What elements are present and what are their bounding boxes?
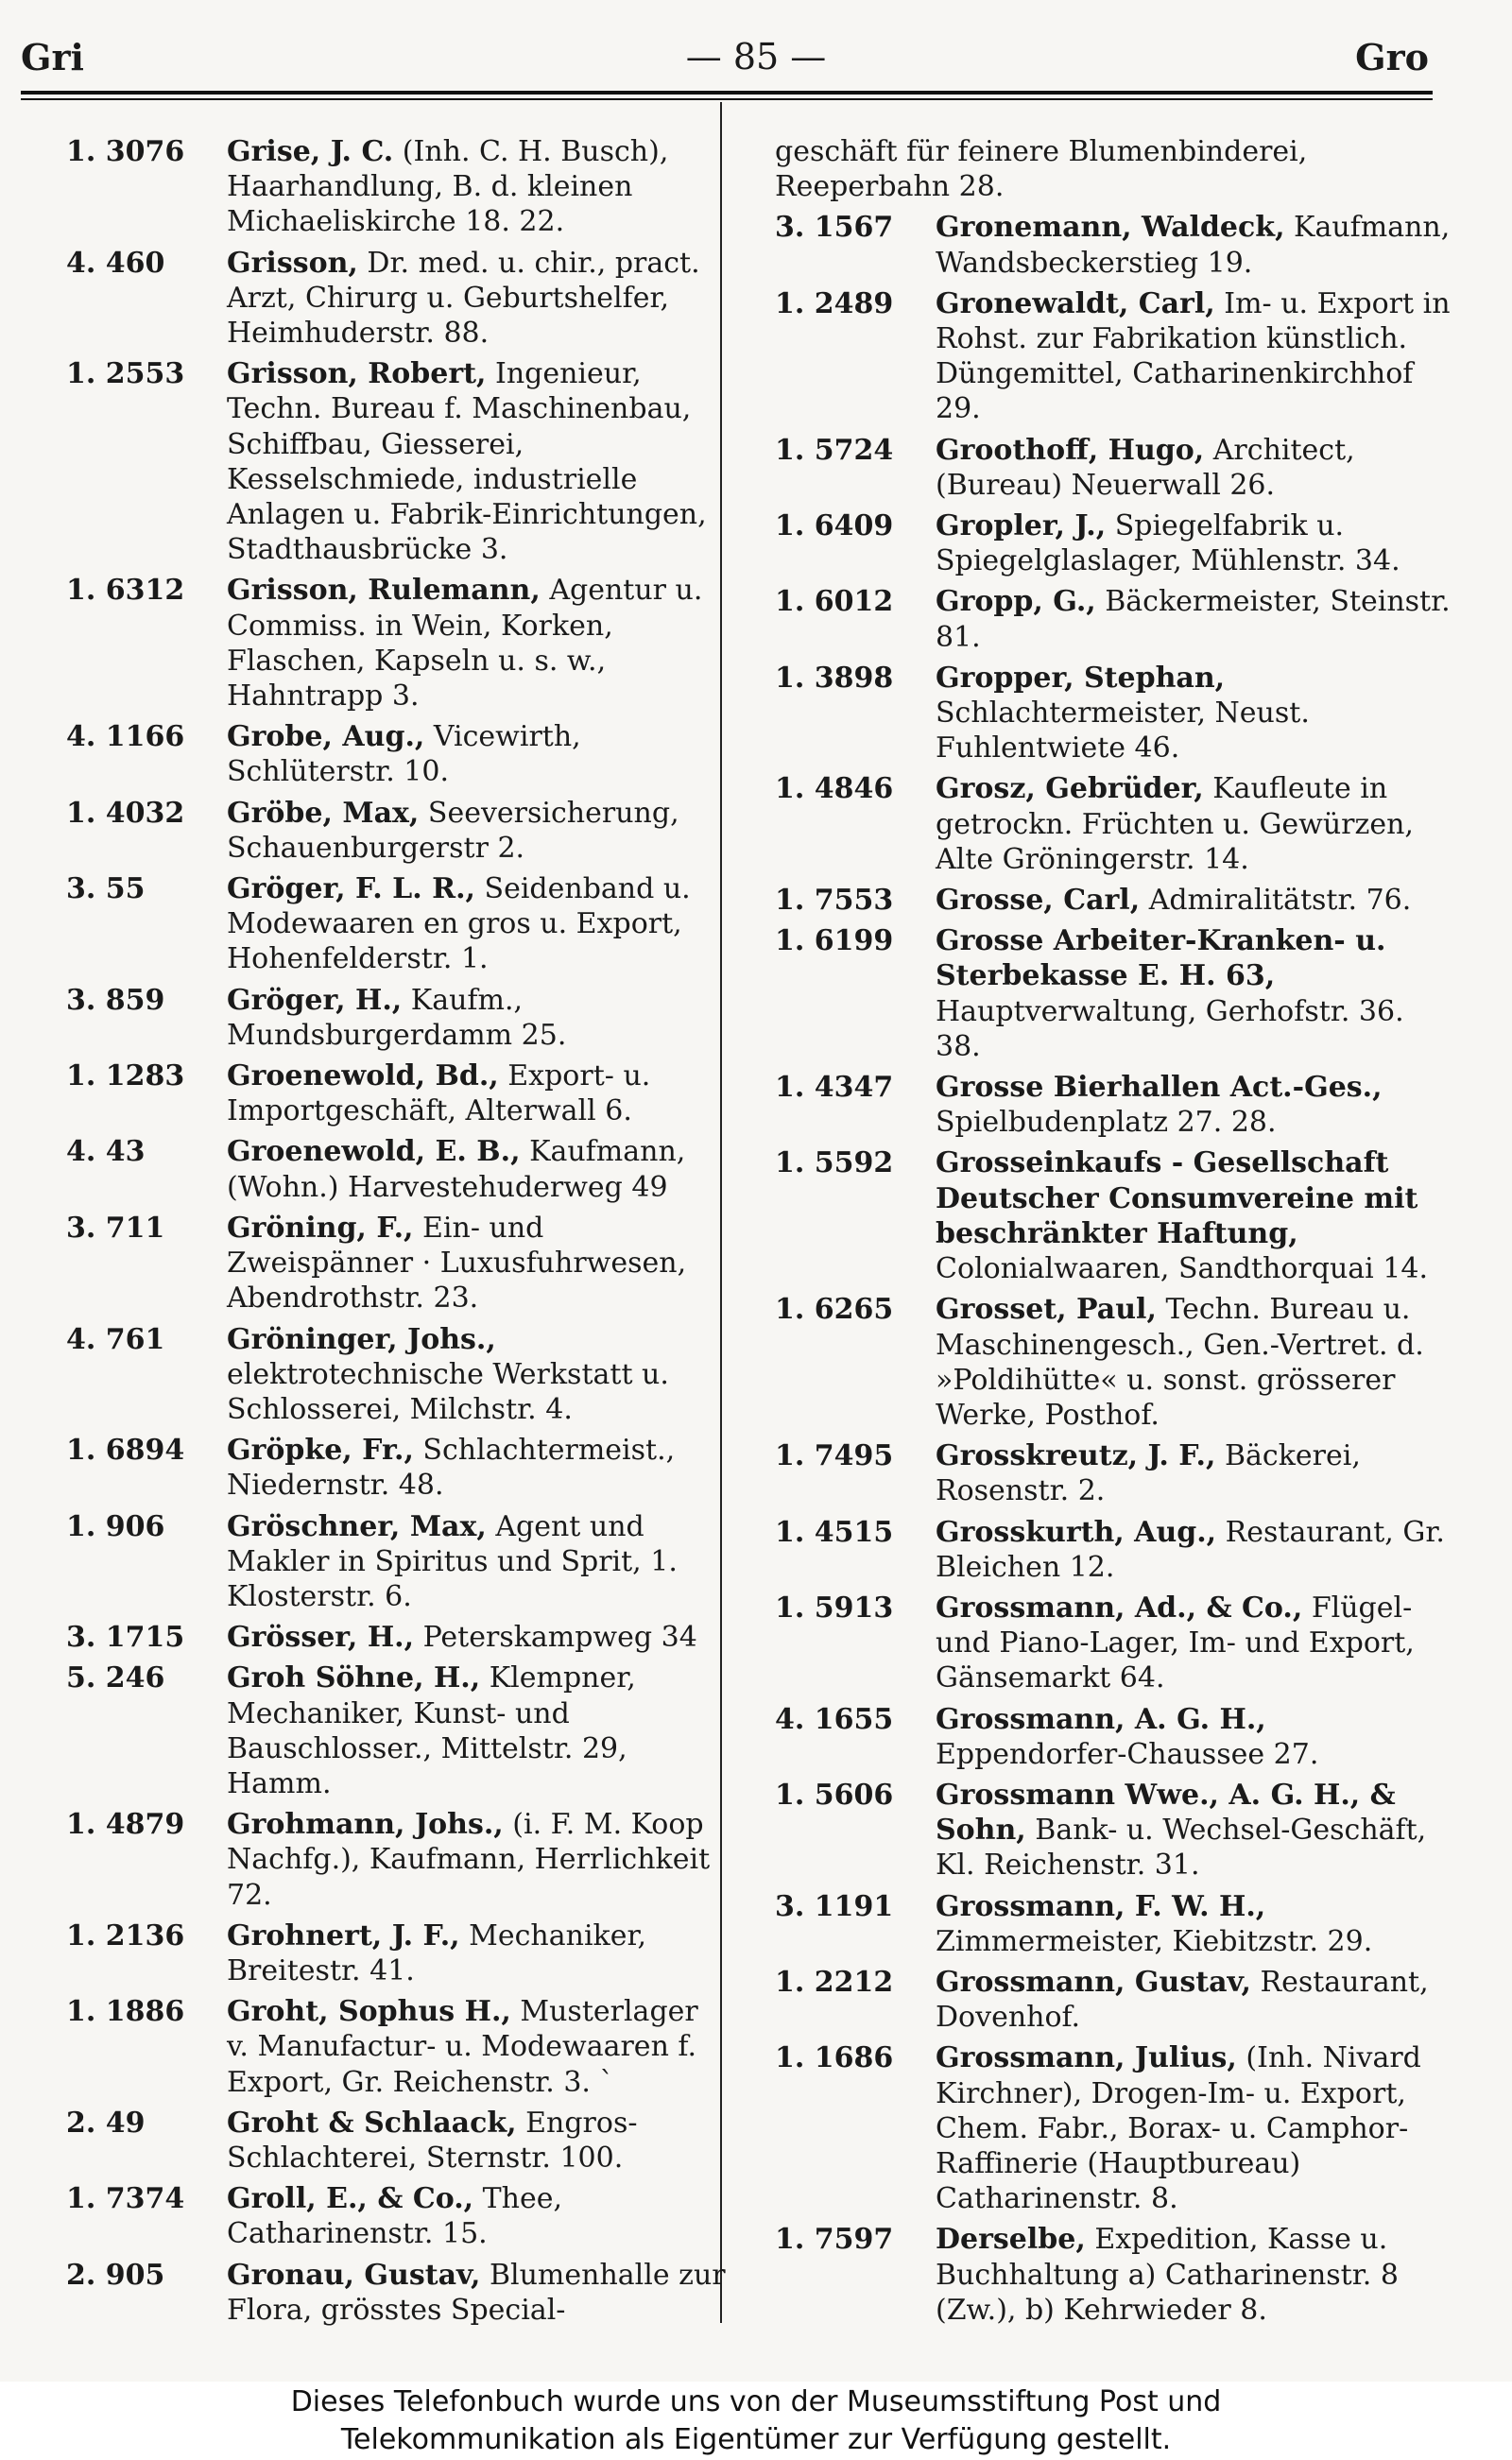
directory-entry (775, 923, 1455, 1064)
phone-number: 2. 49 (66, 2106, 146, 2140)
subscriber-name: Gröschner, Max, (227, 1509, 487, 1543)
subscriber-name: Grosseinkaufs - Gesellschaft Deutscher Consumvereine mit beschränkter Haftung, (936, 1146, 1418, 1250)
directory-entry (775, 1591, 1455, 1696)
directory-entry (66, 573, 728, 714)
phone-number: 3. 1191 (775, 1889, 894, 1923)
phone-number: 1. 906 (66, 1509, 165, 1543)
phone-number: 1. 4032 (66, 796, 185, 830)
header-rule-thin (21, 98, 1433, 100)
subscriber-name: Grösser, H., (227, 1621, 415, 1655)
subscriber-name: Grobe, Aug., (227, 720, 425, 754)
subscriber-name: Grosz, Gebrüder, (936, 772, 1204, 806)
phone-number: 3. 1567 (775, 211, 894, 245)
phone-number: 1. 5913 (775, 1591, 894, 1625)
subscriber-details: Dr. med. u. chir., pract. Arzt, Chirurg u. Geburtshelfer, Heimhuderstr. 88. (227, 246, 700, 351)
phone-number: 1. 4879 (66, 1808, 185, 1842)
subscriber-details: Kaufleute in getrockn. Früchten u. Gewürzen, Alte Gröningerstr. 14. (936, 772, 1414, 876)
subscriber-name: Grosskreutz, J. F., (936, 1439, 1216, 1473)
subscriber-details: Spielbudenplatz 27. 28. (936, 1106, 1277, 1140)
directory-entry (775, 508, 1455, 578)
subscriber-details: Export- u. Importgeschäft, Alterwall 6. (227, 1059, 651, 1128)
subscriber-name: Gropper, Stephan, (936, 661, 1226, 695)
phone-number: 1. 2553 (66, 357, 185, 391)
phone-number: 4. 460 (66, 246, 165, 280)
directory-entry (775, 286, 1455, 427)
phone-number: 1. 4347 (775, 1071, 894, 1105)
subscriber-details: Musterlager v. Manufactur- u. Modewaaren f. Export, Gr. Reichenstr. 3. ` (227, 1995, 698, 2099)
phone-number: 1. 1283 (66, 1059, 185, 1093)
phone-number: 1. 1886 (66, 1995, 185, 2029)
phone-number: 1. 7597 (775, 2223, 894, 2257)
phone-number: 1. 7495 (775, 1439, 894, 1473)
directory-entry (775, 1515, 1455, 1585)
subscriber-details: Engros-Schlachterei, Sternstr. 100. (227, 2106, 638, 2175)
subscriber-details: Kaufmann, Wandsbeckerstieg 19. (936, 211, 1451, 280)
subscriber-name: Grosskurth, Aug., (936, 1515, 1217, 1549)
subscriber-name: Gronau, Gustav, (227, 2258, 481, 2292)
subscriber-details: Klempner, Mechaniker, Kunst- und Bauschlosser., Mittelstr. 29, Hamm. (227, 1661, 636, 1800)
subscriber-details: Seeversicherung, Schauenburgerstr 2. (227, 796, 679, 865)
directory-entry (66, 246, 728, 352)
subscriber-details: Techn. Bureau u. Maschinengesch., Gen.-Vertret. d. »Poldihütte« u. sonst. grösserer Werke, Posthof. (936, 1293, 1424, 1432)
directory-entry (66, 356, 728, 567)
subscriber-name: Groothoff, Hugo, (936, 433, 1205, 467)
subscriber-details: Im- u. Export in Rohst. zur Fabrikation künstlich. Düngemittel, Catharinenkirchhof 29. (936, 286, 1451, 426)
directory-entry (66, 134, 728, 240)
subscriber-details: (Inh. C. H. Busch), Haarhandlung, B. d. kleinen Michaeliskirche 18. 22. (227, 135, 669, 239)
header-rule-thick (21, 91, 1433, 95)
phone-number: 1. 6265 (775, 1293, 894, 1327)
phone-number: 4. 1166 (66, 720, 185, 754)
subscriber-name: Gröbe, Max, (227, 796, 420, 830)
subscriber-details: Kaufmann, (Wohn.) Harvestehuderweg 49 (227, 1135, 686, 1204)
directory-entry (66, 1058, 728, 1128)
subscriber-details: Peterskampweg 34 (414, 1621, 697, 1655)
directory-entry (775, 1965, 1455, 2035)
subscriber-name: Grisson, Robert, (227, 357, 487, 391)
subscriber-name: Groenewold, Bd., (227, 1059, 499, 1093)
directory-entry (66, 2181, 728, 2251)
phone-number: 1. 1686 (775, 2041, 894, 2075)
footer-line-2: Telekommunikation als Eigentümer zur Verfügung gestellt. (340, 2423, 1172, 2456)
phone-number: 3. 711 (66, 1211, 165, 1245)
directory-entry (775, 661, 1455, 766)
subscriber-details: Mechaniker, Breitestr. 41. (227, 1918, 647, 1987)
subscriber-details: Kaufm., Mundsburgerdamm 25. (227, 983, 567, 1052)
subscriber-name: Grossmann, Ad., & Co., (936, 1591, 1303, 1625)
subscriber-details: Agent und Makler in Spiritus und Sprit, 1. Klosterstr. 6. (227, 1509, 678, 1613)
phone-number: 1. 2489 (775, 286, 894, 320)
subscriber-name: Gropp, G., (936, 585, 1096, 619)
subscriber-name: Grossmann, F. W. H., (936, 1889, 1266, 1923)
subscriber-details: Blumenhalle zur Flora, grösstes Special- (227, 2258, 726, 2327)
subscriber-details: Restaurant, Dovenhof. (936, 1965, 1429, 2035)
subscriber-name: Grosset, Paul, (936, 1293, 1157, 1327)
subscriber-details: Bäckerei, Rosenstr. 2. (936, 1439, 1361, 1508)
subscriber-details: Architect, (Bureau) Neuerwall 26. (936, 433, 1355, 502)
subscriber-name: Groh Söhne, H., (227, 1661, 481, 1695)
phone-number: 4. 761 (66, 1322, 165, 1356)
directory-entry (775, 1778, 1455, 1884)
directory-entry (66, 1620, 728, 1655)
phone-number: 4. 43 (66, 1135, 146, 1169)
directory-entry (775, 883, 1455, 918)
subscriber-name: Grisson, Rulemann, (227, 574, 541, 608)
directory-entry (775, 1292, 1455, 1433)
subscriber-details: Spiegelfabrik u. Spiegelglaslager, Mühlenstr. 34. (936, 509, 1400, 578)
subscriber-details: elektrotechnische Werkstatt u. Schlosserei, Milchstr. 4. (227, 1357, 669, 1426)
subscriber-name: Groll, E., & Co., (227, 2182, 474, 2216)
subscriber-details: Flügel- und Piano-Lager, Im- und Export, Gänsemarkt 64. (936, 1591, 1415, 1695)
subscriber-details: Schlachtermeister, Neust. Fuhlentwiete 46. (936, 697, 1310, 766)
directory-entry (66, 1918, 728, 1988)
subscriber-details: Agentur u. Commiss. in Wein, Korken, Flaschen, Kapseln u. s. w., Hahntrapp 3. (227, 574, 703, 714)
subscriber-name: Gronewaldt, Carl, (936, 286, 1215, 320)
phone-number: 1. 2136 (66, 1918, 185, 1953)
phone-number: 3. 859 (66, 983, 165, 1017)
subscriber-details: (Inh. Nivard Kirchner), Drogen-Im- u. Export, Chem. Fabr., Borax- u. Camphor-Raffinerie (Hauptbureau) Catharinenstr. 8. (936, 2041, 1421, 2216)
footer-notice (0, 2382, 1512, 2460)
subscriber-details: Vicewirth, Schlüterstr. 10. (227, 720, 581, 789)
right-column (775, 134, 1455, 2333)
phone-number: 1. 4846 (775, 772, 894, 806)
directory-entry (775, 1889, 1455, 1959)
phone-number: 4. 1655 (775, 1702, 894, 1736)
directory-entry (775, 2222, 1455, 2328)
subscriber-name: Groht, Sophus H., (227, 1995, 511, 2029)
phone-number: 2. 905 (66, 2258, 165, 2292)
phone-number: 1. 7374 (66, 2182, 185, 2216)
phone-number: 3. 1715 (66, 1621, 185, 1655)
page-number: — 85 — (685, 36, 827, 77)
directory-entry (775, 771, 1455, 877)
subscriber-details: (i. F. M. Koop Nachfg.), Kaufmann, Herrlichkeit 72. (227, 1808, 711, 1912)
subscriber-name: Grossmann, Julius, (936, 2041, 1237, 2075)
directory-entry (66, 1322, 728, 1428)
subscriber-details: Bank- u. Wechsel-Geschäft, Kl. Reichenstr. 31. (936, 1814, 1427, 1883)
subscriber-details: Admiralitätstr. 76. (1140, 884, 1412, 918)
directory-entry (66, 1134, 728, 1204)
directory-entry (775, 210, 1455, 280)
subscriber-name: Grise, J. C. (227, 135, 394, 168)
subscriber-details: Hauptverwaltung, Gerhofstr. 36. 38. (936, 994, 1404, 1063)
phone-number: 1. 6312 (66, 574, 185, 608)
directory-entry (66, 796, 728, 866)
subscriber-name: Grosse, Carl, (936, 884, 1141, 918)
left-column (66, 134, 728, 2333)
phone-number: 1. 6409 (775, 509, 894, 543)
directory-entry (775, 584, 1455, 654)
directory-entry (66, 871, 728, 977)
subscriber-details: Colonialwaaren, Sandthorquai 14. (936, 1252, 1429, 1286)
directory-entry (66, 1433, 728, 1503)
header-left-guide: Gri (21, 36, 84, 78)
subscriber-name: Grohnert, J. F., (227, 1918, 460, 1953)
header-right-guide: Gro (1355, 36, 1429, 78)
subscriber-name: Grisson, (227, 246, 358, 280)
subscriber-details: Ingenieur, Techn. Bureau f. Maschinenbau, Schiffbau, Giesserei, Kesselschmiede, industrielle Anlagen u. Fabrik-Einrichtungen, Stadthausbrücke 3. (227, 357, 707, 567)
directory-entry (66, 1807, 728, 1913)
phone-number: 3. 55 (66, 872, 146, 906)
directory-entry (66, 2106, 728, 2176)
phone-number: 1. 2212 (775, 1965, 894, 1999)
directory-entry (66, 983, 728, 1053)
directory-entry (775, 1438, 1455, 1508)
phone-number: 1. 3898 (775, 661, 894, 695)
subscriber-name: Gronemann, Waldeck, (936, 211, 1285, 245)
subscriber-details: Seidenband u. Modewaaren en gros u. Export, Hohenfelderstr. 1. (227, 872, 691, 976)
subscriber-name: Gröninger, Johs., (227, 1322, 496, 1356)
subscriber-name: Groenewold, E. B., (227, 1135, 521, 1169)
phone-number: 1. 6894 (66, 1434, 185, 1468)
directory-entry (66, 1509, 728, 1615)
directory-entry (66, 2258, 728, 2328)
subscriber-name: Groht & Schlaack, (227, 2106, 517, 2140)
subscriber-details: Schlachtermeist., Niedernstr. 48. (227, 1434, 676, 1503)
phone-number: 1. 4515 (775, 1515, 894, 1549)
directory-entry (66, 1211, 728, 1316)
subscriber-name: Grossmann Wwe., A. G. H., & Sohn, (936, 1778, 1396, 1848)
subscriber-name: Grosse Bierhallen Act.-Ges., (936, 1071, 1383, 1105)
phone-number: 1. 3076 (66, 135, 185, 168)
directory-entry (775, 2040, 1455, 2216)
subscriber-details: Bäckermeister, Steinstr. 81. (936, 585, 1451, 654)
subscriber-name: Grossmann, Gustav, (936, 1965, 1251, 1999)
subscriber-name: Grossmann, A. G. H., (936, 1702, 1266, 1736)
subscriber-name: Gropler, J., (936, 509, 1107, 543)
phone-number: 1. 5606 (775, 1778, 894, 1812)
subscriber-name: Gröger, H., (227, 983, 403, 1017)
phone-number: 1. 6012 (775, 585, 894, 619)
phone-number: 1. 7553 (775, 884, 894, 918)
subscriber-name: Derselbe, (936, 2223, 1086, 2257)
directory-entry (66, 1660, 728, 1801)
phone-number: 1. 6199 (775, 924, 894, 958)
directory-entry (775, 1145, 1455, 1286)
directory-entry (66, 719, 728, 789)
subscriber-details: Thee, Catharinenstr. 15. (227, 2182, 563, 2251)
directory-entry (775, 433, 1455, 503)
phone-number: 1. 5724 (775, 433, 894, 467)
subscriber-details: Ein- und Zweispänner · Luxusfuhrwesen, Abendrothstr. 23. (227, 1211, 687, 1316)
subscriber-name: Grohmann, Johs., (227, 1808, 504, 1842)
subscriber-name: Gröpke, Fr., (227, 1434, 414, 1468)
continued-entry-text: geschäft für feinere Blumenbinderei, Reeperbahn 28. (775, 135, 1308, 204)
phone-number: 1. 5592 (775, 1146, 894, 1180)
phone-number: 5. 246 (66, 1661, 165, 1695)
subscriber-name: Grosse Arbeiter-Kranken- u. Sterbekasse E. H. 63, (936, 924, 1386, 993)
directory-entry (775, 1702, 1455, 1772)
subscriber-details: Zimmermeister, Kiebitzstr. 29. (936, 1924, 1373, 1958)
subscriber-details: Expedition, Kasse u. Buchhaltung a) Catharinenstr. 8 (Zw.), b) Kehrwieder 8. (936, 2223, 1399, 2327)
subscriber-name: Gröning, F., (227, 1211, 414, 1245)
directory-entry (66, 1994, 728, 2100)
directory-entry (775, 1070, 1455, 1140)
footer-line-1: Dieses Telefonbuch wurde uns von der Museumsstiftung Post und (290, 2385, 1222, 2418)
subscriber-name: Gröger, F. L. R., (227, 872, 475, 906)
subscriber-details: Restaurant, Gr. Bleichen 12. (936, 1515, 1445, 1584)
subscriber-details: Eppendorfer-Chaussee 27. (936, 1737, 1319, 1771)
